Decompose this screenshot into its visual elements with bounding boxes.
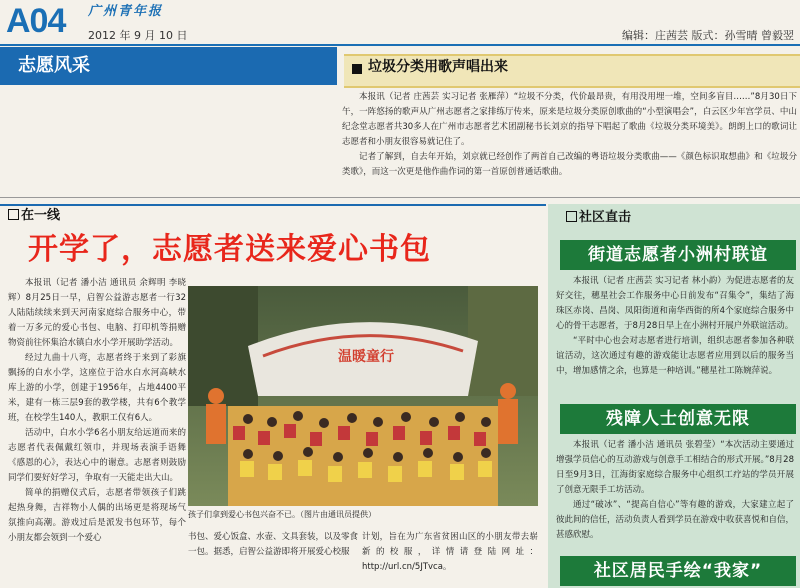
story-paragraph: 本报讯（记者 庄茜芸 实习记者 张雁萍）“垃圾不分类，代价最昂贵，有用没用埋一堆，空间多盲目……”8月30日下午，一阵悠扬的歌声从广州志愿者之家排练厅传来，原来是垃圾分类原创歌曲的“小型演唱会”，白云区少年宫学员、中山纪念堂志愿者共30多人在广州市志愿者艺术团副秘书长刘京的指导下唱起了歌曲《垃圾分类环境美》。朗朗上口的歌词让志愿者和小朋友很容易就记住了。 bbox=[342, 92, 797, 147]
box-icon bbox=[566, 211, 577, 222]
article-paragraph: 活动中，白水小学6名小朋友给远道而来的志愿者代表佩戴红领巾，并现场表演手语舞《感恩的心》，表达心中的谢意。志愿者则鼓励同学们要好好学习，争取有一天能走出大山。 bbox=[8, 428, 186, 483]
story-title-bar bbox=[560, 404, 796, 434]
article-continuation: 书包、爱心饭盒、水壶、文具套装，以及零食一包。据悉，启智公益游即将开展爱心校服 bbox=[188, 532, 359, 557]
story-body bbox=[556, 274, 794, 379]
article-paragraph: 简单的捐赠仪式后，志愿者带领孩子们跳起热身舞，吉祥物小人偶的出场更是将现场气氛推向高潮。游戏过后是派发书包环节，每个小朋友都会领到一个爱心 bbox=[8, 488, 186, 543]
page-number: A04 bbox=[6, 2, 66, 40]
issue-date: 2012 年 9 月 10 日 bbox=[88, 29, 188, 42]
story-title-bar bbox=[560, 240, 796, 270]
divider bbox=[0, 197, 800, 198]
photo-banner-text: 温暖童行 bbox=[338, 349, 394, 365]
story-paragraph: 记者了解到，自去年开始，刘京就已经创作了两首自己改编的粤语垃圾分类歌曲——《颜色标识取想曲》和《垃圾分类歌》，而这一次更是他作曲作词的第一首原创普通话歌曲。 bbox=[342, 152, 797, 177]
story-body bbox=[556, 438, 794, 543]
square-bullet-icon bbox=[352, 64, 362, 74]
photo-children-with-bags bbox=[188, 286, 538, 506]
box-icon bbox=[8, 209, 19, 220]
story-paragraph: 本报讯（记者 庄茜芸 实习记者 林小韵）为促进志愿者的友好交往，穗星社会工作服务中心日前发布“召集令”，集结了海珠区赤岗、昌岗、凤阳街道和南华西街的所4个家庭综合服务中心的骨干志愿者，于8月28日早上在小洲村开展户外联谊活动。 bbox=[556, 276, 794, 331]
story-title: 残障人士创意无限 bbox=[606, 409, 750, 429]
photo-caption: 孩子们拿到爱心书包兴奋不已。（图片由通讯员提供） bbox=[188, 510, 376, 519]
story-paragraph: 通过“破冰”、“提高自信心”等有趣的游戏，大家建立起了彼此间的信任，活动负责人看到学员在游戏中收获喜悦和自信，甚感欣慰。 bbox=[556, 500, 795, 540]
masthead-rule bbox=[0, 44, 800, 46]
story-title: 街道志愿者小洲村联谊 bbox=[588, 245, 768, 265]
article-paragraph: 本报讯（记者 潘小洁 通讯员 余辉明 李晓辉）8月25日一早，启智公益游志愿者一行32人陆陆续续来到天河南家庭综合服务中心，带着一万多元的爱心书包、电脑、打印机等捐赠物资前往怀集洽水镇白水小学开展助学活动。 bbox=[8, 278, 186, 348]
column-label: 社区直击 bbox=[566, 210, 631, 226]
story-body bbox=[342, 90, 797, 180]
column-label: 在一线 bbox=[8, 208, 60, 224]
story-title: 社区居民手绘“我家” bbox=[593, 561, 763, 581]
story-paragraph: “平时中心也会对志愿者进行培训，组织志愿者参加各种联谊活动，这次通过有趣的游戏能让志愿者应用到以后的服务当中，增加感情之余，也算是一种培训。”穗星社工陈婉萍说。 bbox=[556, 336, 794, 376]
newspaper-name: 广州青年报 bbox=[88, 4, 164, 19]
section-title: 志愿风采 bbox=[18, 55, 90, 76]
headline: 开学了，志愿者送来爱心书包 bbox=[28, 232, 431, 267]
story-title: 垃圾分类用歌声唱出来 bbox=[368, 59, 508, 75]
article-continuation: 计划，旨在为广东省贫困山区的小朋友带去崭新的校服，详情请登陆网址：http://url.cn/5JTvca。 bbox=[362, 532, 538, 572]
divider bbox=[0, 204, 546, 206]
story-title-bar bbox=[560, 556, 796, 586]
article-paragraph: 经过九曲十八弯，志愿者终于来到了彩旗飘扬的白水小学，这座位于洽水白水河高峡水库上游的小学，创建于1956年，占地4400平米，建有一栋三层9套的教学楼，共有6个教学班，在校学生140人，教职工仅有6人。 bbox=[8, 353, 186, 423]
article-body bbox=[8, 276, 186, 546]
story-paragraph: 本报讯（记者 潘小洁 通讯员 张碧莹）“本次活动主要通过增强学员信心的互动游戏与创意手工相结合的形式开展。”8月28日至9月3日，江海街家庭综合服务中心组织工疗站的学员开展了创意无限手工坊活动。 bbox=[556, 440, 794, 495]
editor-credits: 编辑：庄茜芸 版式：孙雪晴 曾毅翌 bbox=[622, 29, 794, 42]
